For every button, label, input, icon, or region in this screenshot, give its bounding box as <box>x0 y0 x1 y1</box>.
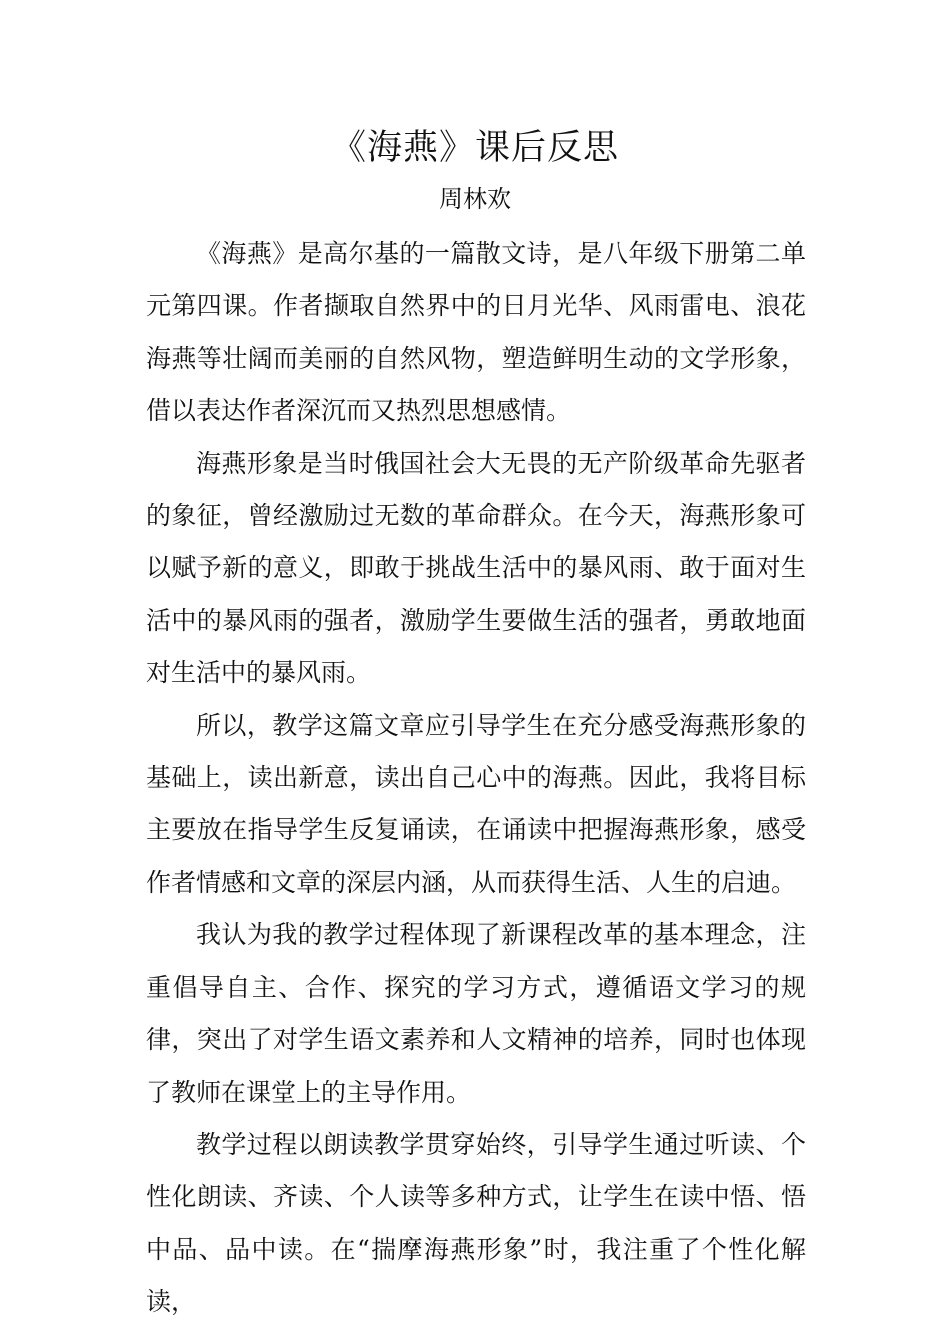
paragraph-5: 教学过程以朗读教学贯穿始终，引导学生通过听读、个性化朗读、齐读、个人读等多种方式，让学生在读中悟、悟中品、品中读。在“揣摩海燕形象”时，我注重了个性化解读， <box>146 1129 806 1317</box>
paragraph-3: 所以，教学这篇文章应引导学生在充分感受海燕形象的基础上，读出新意，读出自己心中的海燕。因此，我将目标主要放在指导学生反复诵读，在诵读中把握海燕形象，感受作者情感和文章的深层内涵，从而获得生活、人生的启迪。 <box>146 710 806 897</box>
paragraph-4: 我认为我的教学过程体现了新课程改革的基本理念，注重倡导自主、合作、探究的学习方式，遵循语文学习的规律，突出了对学生语文素养和人文精神的培养，同时也体现了教师在课堂上的主导作用。 <box>146 920 806 1107</box>
paragraph-1: 《海燕》是高尔基的一篇散文诗，是八年级下册第二单元第四课。作者撷取自然界中的日月光华、风雨雷电、浪花海燕等壮阔而美丽的自然风物，塑造鲜明生动的文学形象，借以表达作者深沉而又热烈思想感情。 <box>146 239 806 426</box>
document-title: 《海燕》课后反思 <box>330 128 619 168</box>
document-body <box>146 228 806 1329</box>
document-author: 周林欢 <box>439 185 511 213</box>
paragraph-2: 海燕形象是当时俄国社会大无畏的无产阶级革命先驱者的象征，曾经激励过无数的革命群众。在今天，海燕形象可以赋予新的意义，即敢于挑战生活中的暴风雨、敢于面对生活中的暴风雨的强者，激励学生要做生活的强者，勇敢地面对生活中的暴风雨。 <box>146 448 806 688</box>
